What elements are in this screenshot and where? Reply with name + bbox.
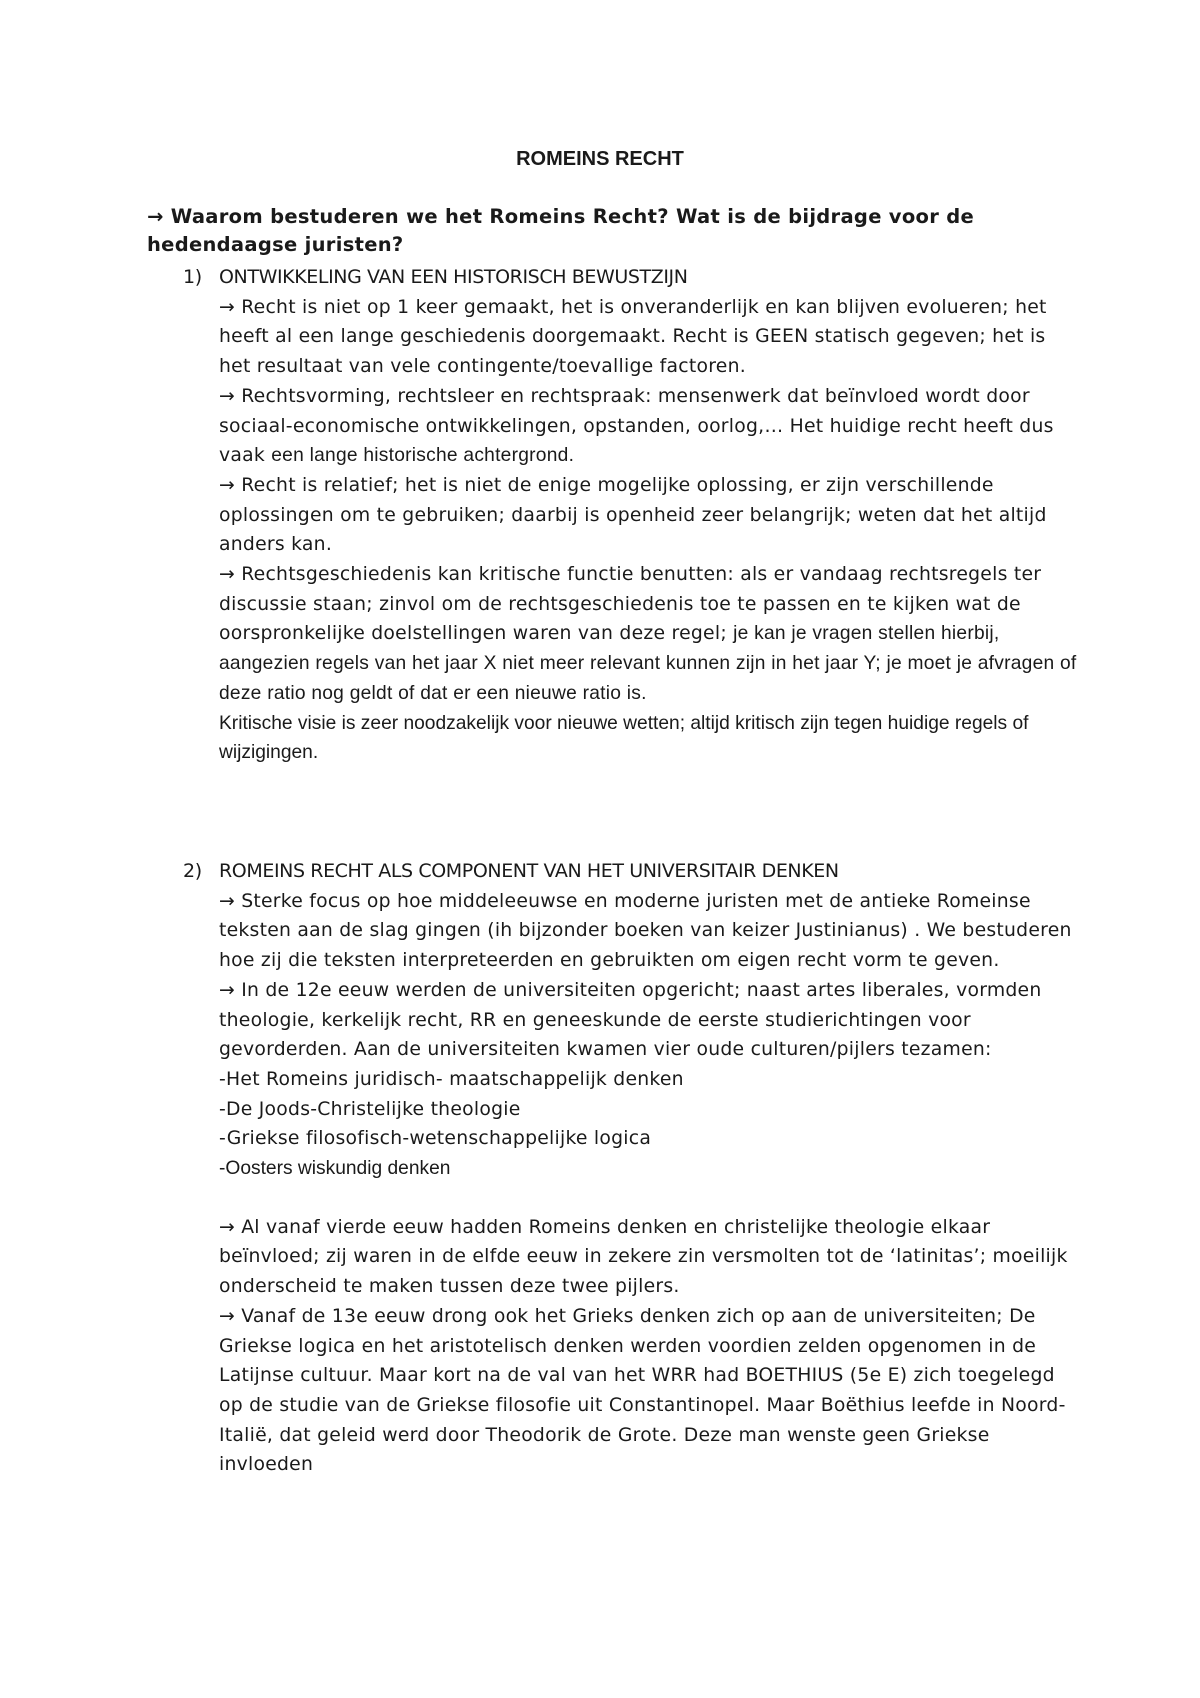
section-1-header: [183, 263, 1083, 293]
section-2-heading: ROMEINS RECHT ALS COMPONENT VAN HET UNIVERSITAIR DENKEN: [219, 860, 839, 882]
section-1: [183, 263, 1083, 768]
section-2-body: [219, 887, 1079, 1480]
section-1-number: 1): [183, 266, 202, 288]
intro-question: → Waarom bestuderen we het Romeins Recht? Wat is de bijdrage voor de hedendaagse juristen?: [147, 205, 975, 256]
paragraph: → Al vanaf vierde eeuw hadden Romeins denken en christelijke theologie elkaar beïnvloed; zij waren in de elfde eeuw in zekere zin versmolten tot de ‘latinitas’; moeilijk onderscheid te maken tussen deze twee pijlers.: [219, 1216, 1068, 1298]
paragraph: [219, 382, 1079, 471]
section-1-body: [219, 293, 1079, 768]
paragraph: → Recht is relatief; het is niet de enige mogelijke oplossing, er zijn verschillende oplossingen om te gebruiken; daarbij is openheid zeer belangrijk; weten dat het altijd anders kan.: [219, 474, 1047, 556]
paragraph-text: je kan je vragen stellen hierbij, aangezien regels van het jaar X niet meer relevant kunnen zijn in het jaar Y; je moet je afvragen of deze ratio nog geldt of dat er een nieuwe ratio is.: [219, 623, 1077, 704]
document-title: ROMEINS RECHT: [516, 148, 684, 170]
paragraph: → Sterke focus op hoe middeleeuwse en moderne juristen met de antieke Romeinse teksten aan de slag gingen (ih bijzonder boeken van keizer Justinianus) . We bestuderen hoe zij die teksten interpreteerden en gebruikten om eigen recht vorm te geven.: [219, 890, 1072, 972]
list-item: -Oosters wiskundig denken: [219, 1158, 451, 1180]
paragraph-text: een lange historische achtergrond.: [271, 445, 575, 467]
paragraph: → Recht is niet op 1 keer gemaakt, het is onveranderlijk en kan blijven evolueren; het heeft al een lange geschiedenis doorgemaakt. Recht is GEEN statisch gegeven; het is het resultaat van vele contingente/toevallige factoren.: [219, 296, 1047, 378]
section-1-heading: ONTWIKKELING VAN EEN HISTORISCH BEWUSTZIJN: [219, 266, 688, 288]
section-2-header: [183, 857, 1083, 887]
paragraph: Kritische visie is zeer noodzakelijk voor nieuwe wetten; altijd kritisch zijn tegen huidige regels of wijzigingen.: [219, 712, 1029, 764]
paragraph-text: → Rechtsvorming, rechtsleer en rechtspraak: mensenwerk dat beïnvloed wordt door sociaal-economische ontwikkelingen, opstanden, oorlog,… Het huidige recht heeft dus vaak: [219, 385, 1054, 467]
list-item: -Griekse filosofisch-wetenschappelijke logica: [219, 1128, 652, 1150]
paragraph-gap: [219, 1184, 1079, 1213]
list-item: -Het Romeins juridisch- maatschappelijk denken: [219, 1068, 684, 1090]
paragraph: → Vanaf de 13e eeuw drong ook het Grieks denken zich op aan de universiteiten; De Griekse logica en het aristotelisch denken werden voordien zelden opgenomen in de Latijnse cultuur. Maar kort na de val van het WRR had BOETHIUS (5e E) zich toegelegd op de studie van de Griekse filosofie uit Constantinopel. Maar Boëthius leefde in Noord-Italië, dat geleid werd door Theodorik de Grote. Deze man wenste geen Griekse invloeden: [219, 1305, 1066, 1476]
section-2: [183, 857, 1083, 1480]
paragraph: [219, 560, 1079, 709]
paragraph: → In de 12e eeuw werden de universiteiten opgericht; naast artes liberales, vormden theologie, kerkelijk recht, RR en geneeskunde de eerste studierichtingen voor gevorderden. Aan de universiteiten kwamen vier oude culturen/pijlers tezamen:: [219, 979, 1042, 1061]
paragraph-text: → Rechtsgeschiedenis kan kritische functie benutten: als er vandaag rechtsregels ter discussie staan; zinvol om de rechtsgeschiedenis toe te passen en te kijken wat de oorspronkelijke doelstellingen waren van deze regel;: [219, 564, 1042, 645]
list-item: -De Joods-Christelijke theologie: [219, 1098, 521, 1120]
section-2-number: 2): [183, 860, 202, 882]
